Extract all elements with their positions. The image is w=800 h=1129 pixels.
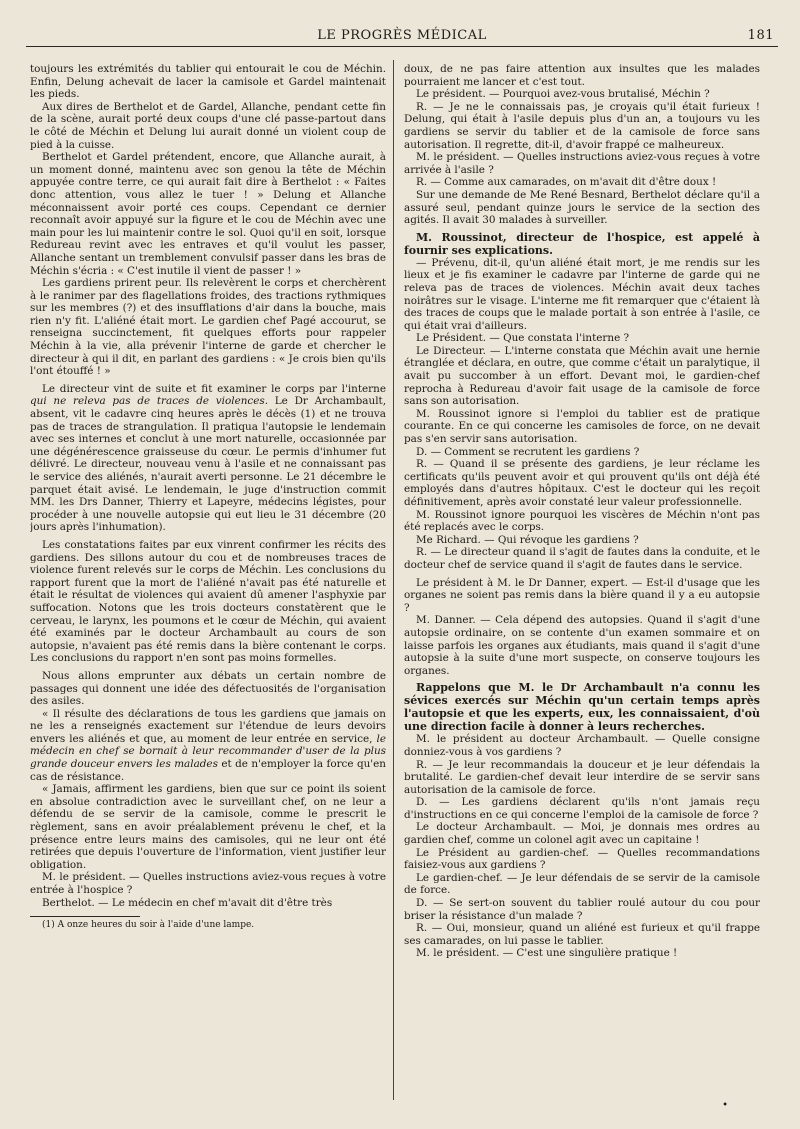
paragraph: M. le président. — Quelles instructions aviez-vous reçues à votre entrée à l'hospice ? [30, 871, 386, 896]
text-run: et de n'employer la force qu'en cas de résistance. [30, 758, 386, 783]
paragraph: R. — Comme aux camarades, on m'avait dit d'être doux ! [416, 176, 717, 189]
paragraph: D. — Se sert-on souvent du tablier roulé autour du cou pour briser la résistance d'un malade ? [404, 897, 760, 922]
italic-run: le médecin en chef se bornait à leur recommander d'user de la plus grande douceur envers les malades [30, 732, 386, 771]
paragraph: Les gardiens prirent peur. Ils relevèrent le corps et cherchèrent à le ranimer par des flagellations froides, des tractions rythmiques sur les membres (?) et des insufflations d'air dans la bouche, mais rien n'y fit. L'aliéné était mort. Le gardien chef Pagé accourut, se renseigna succinctement, fit quelques efforts pour rappeler Méchin à la vie, alla prévenir l'interne de garde et chercher le directeur à qui il dit, en parlant des gardiens : « Je crois bien qu'ils l'ont étouffé ! » [30, 277, 386, 378]
paragraph: D. — Les gardiens déclarent qu'ils n'ont jamais reçu d'instructions en ce qui concerne l'emploi de la camisole de force ? [404, 796, 760, 821]
paragraph: Le président à M. le Dr Danner, expert. — Est-il d'usage que les organes ne soient pas remis dans la bière quand il y a eu autopsie ? [404, 576, 760, 614]
paragraph [30, 708, 386, 784]
section-heading: Rappelons que M. le Dr Archambault n'a connu les sévices exercés sur Méchin qu'un certain temps après l'autopsie et que les experts, eux, les connaissaient, d'où une direction facile à donner à leurs recherches. [404, 681, 760, 734]
paragraph: M. le président. — C'est une singulière pratique ! [416, 947, 678, 960]
paragraph: Nous allons emprunter aux débats un certain nombre de passages qui donnent une idée des défectuosités de l'organisation des asiles. [30, 669, 386, 708]
paragraph: R. — Je ne le connaissais pas, je croyais qu'il était furieux ! Delung, qui était à l'asile depuis plus d'un an, a toujours vu les gardiens se servir du tablier et de la camisole de force sans autorisation. Il regrette, dit-il, d'avoir frappé ce malheureux. [404, 100, 760, 151]
paragraph: M. Danner. — Cela dépend des autopsies. Quand il s'agit d'une autopsie ordinaire, on se contente d'un examen sommaire et on laisse parfois les organes aux étudiants, mais quand il s'agit d'une autopsie à la suite d'une mort suspecte, on conserve toujours les organes. [404, 614, 760, 677]
page-number: 181 [747, 28, 774, 43]
text-run: Le directeur vint de suite et fit examiner le corps par l'interne [42, 382, 386, 395]
paragraph: Sur une demande de Me René Besnard, Berthelot déclare qu'il a assuré seul, pendant quinze jours le service de la section des agités. Il avait 30 malades à surveiller. [404, 188, 760, 227]
paragraph: M. Roussinot ignore pourquoi les viscères de Méchin n'ont pas été replacés avec le corps. [404, 508, 760, 534]
paragraph: Berthelot et Gardel prétendent, encore, que Allanche aurait, à un moment donné, maintenu avec son genou la tête de Méchin appuyée contre terre, ce qui aurait fait dire à Berthelot : « Faites donc attention, vous allez le tuer ! » Delung et Allanche méconnaissent avoir porté ces coups. Cependant ce dernier reconnaît avoir appuyé sur la figure et le cou de Méchin avec une main pour les lui maintenir contre le sol. Quoi qu'il en soit, lorsque Redureau revint avec les entraves et qu'il voulut les passer, Allanche sentant un tremblement convulsif passer dans les bras de Méchin s'écria : « C'est inutile il vient de passer ! » [30, 151, 386, 277]
paragraph: Le Président au gardien-chef. — Quelles recommandations faisiez-vous aux gardiens ? [404, 846, 760, 872]
paragraph: M. Roussinot ignore si l'emploi du tablier est de pratique courante. En ce qui concerne les camisoles de force, on ne devait pas s'en servir sans autorisation. [404, 407, 760, 446]
paragraph: Les constatations faites par eux vinrent confirmer les récits des gardiens. Des sillons autour du cou et de nombreuses traces de violence furent relevés sur le corps de Méchin. Les conclusions du rapport furent que la mort de l'aliéné n'avait pas été naturelle et était le résultat de violences qui avaient dû amener l'asphyxie par suffocation. Notons que les trois docteurs constatèrent que le cerveau, le larynx, les poumons et le cœur de Méchin, qui avaient été examinés par le docteur Archambault au cours de son autopsie, n'avaient pas été remis dans la bière contenant le corps. Les conclusions du rapport n'en sont pas moins formelles. [30, 538, 386, 665]
journal-title: LE PROGRÈS MÉDICAL [317, 28, 487, 43]
text-run: Le Dr Archambault, absent, vit le cadavre cinq heures après le décès (1) et ne trouva pas de traces de strangulation. Il pratiqua l'autopsie le lendemain avec ses internes et conclut à une mort naturelle, occasionnée par une dégénérescence graisseuse du cœur. Le permis d'inhumer fut délivré. Le directeur, nouveau venu à l'asile et ne connaissant pas le service des aliénés, n'aurait averti personne. Le 21 décembre le parquet était avisé. Le lendemain, le juge d'instruction commit MM. les Drs Danner, Thierry et Lapeyre, médecins légistes, pour procéder à une nouvelle autopsie qui eut lieu le 31 décembre (20 jours après l'inhumation). [30, 395, 386, 534]
paragraph: Le gardien-chef. — Je leur défendais de se servir de la camisole de force. [404, 871, 760, 897]
paragraph: Le Directeur. — L'interne constata que Méchin avait une hernie étranglée et déclara, en outre, que comme c'était un paralytique, il avait pu succomber à un effort. Devant moi, le gardien-chef reprocha à Redureau d'avoir fait usage de la camisole de force sans son autorisation. [404, 344, 760, 408]
paragraph: Le Président. — Que constata l'interne ? [416, 332, 630, 345]
paragraph: Le président. — Pourquoi avez-vous brutalisé, Méchin ? [416, 88, 710, 101]
footnote: (1) A onze heures du soir à l'aide d'une lampe. [42, 920, 255, 931]
paragraph: doux, de ne pas faire attention aux insultes que les malades pourraient me lancer et c'est tout. [404, 63, 760, 88]
paragraph: R. — Je leur recommandais la douceur et je leur défendais la brutalité. Le gardien-chef devait leur interdire de se servir sans autorisation de la camisole de force. [404, 758, 760, 796]
paragraph: Aux dires de Berthelot et de Gardel, Allanche, pendant cette fin de la scène, aurait porté deux coups d'une clé passe-partout dans le côté de Méchin et Delung lui aurait donné un violent coup de pied à la cuisse. [30, 100, 386, 151]
paragraph: M. le président au docteur Archambault. — Quelle consigne donniez-vous à vos gardiens ? [404, 733, 760, 758]
paragraph: toujours les extrémités du tablier qui entourait le cou de Méchin. Enfin, Delung achevait de lacer la camisole et Gardel maintenait les pieds. [30, 63, 386, 101]
ink-dot: • [722, 1100, 728, 1111]
left-column [30, 63, 386, 1108]
paragraph: R. — Le directeur quand il s'agit de fautes dans la conduite, et le docteur chef de service quand il s'agit de fautes dans le service. [404, 546, 760, 571]
paragraph: R. — Oui, monsieur, quand un aliéné est furieux et qu'il frappe ses camarades, on lui passe le tablier. [404, 922, 760, 947]
paragraph: Berthelot. — Le médecin en chef m'avait dit d'être très [42, 896, 333, 909]
italic-run: qui ne releva pas de traces de violences. [30, 395, 269, 408]
text-run: « Il résulte des déclarations de tous les gardiens que jamais on ne les a renseignés exactement sur l'étendue de leurs devoirs envers les aliénés et que, au moment de leur entrée en service, [30, 707, 386, 745]
right-column [404, 63, 760, 1108]
footnote-rule [30, 916, 140, 917]
section-heading: M. Roussinot, directeur de l'hospice, est appelé à fournir ses explications. [404, 230, 760, 257]
paragraph: Le docteur Archambault. — Moi, je donnais mes ordres au gardien chef, comme un colonel agit avec un capitaine ! [404, 821, 760, 847]
paragraph: M. le président. — Quelles instructions aviez-vous reçues à votre arrivée à l'asile ? [404, 151, 760, 176]
paragraph: — Prévenu, dit-il, qu'un aliéné était mort, je me rendis sur les lieux et je fis examiner le cadavre par l'interne de garde qui ne releva pas de traces de violences. Méchin avait deux taches noirâtres sur le visage. L'interne me fit remarquer que c'étaient là des traces de coups que le malade portait à son entrée à l'asile, ce qui était vrai d'ailleurs. [404, 256, 760, 332]
paragraph: Me Richard. — Qui révoque les gardiens ? [416, 533, 639, 546]
paragraph: « Jamais, affirment les gardiens, bien que sur ce point ils soient en absolue contradiction avec le surveillant chef, on ne leur a défendu de se servir de la camisole, comme le prescrit le règlement, sans en avoir préalablement prévenu le chef, et la présence entre leurs mains des camisoles, qui ne leur ont été retirées que depuis l'ouverture de l'information, vient justifier leur obligation. [30, 783, 386, 871]
paragraph: D. — Comment se recrutent les gardiens ? [416, 445, 640, 458]
running-header [26, 26, 778, 47]
paragraph [30, 383, 386, 534]
paragraph: R. — Quand il se présente des gardiens, je leur réclame les certificats qu'ils peuvent avoir et qui prouvent qu'ils ont déjà été employés dans d'autres hôpitaux. C'est le docteur qui les reçoit définitivement, après avoir constaté leur valeur professionnelle. [404, 458, 760, 508]
column-divider [393, 60, 394, 1100]
